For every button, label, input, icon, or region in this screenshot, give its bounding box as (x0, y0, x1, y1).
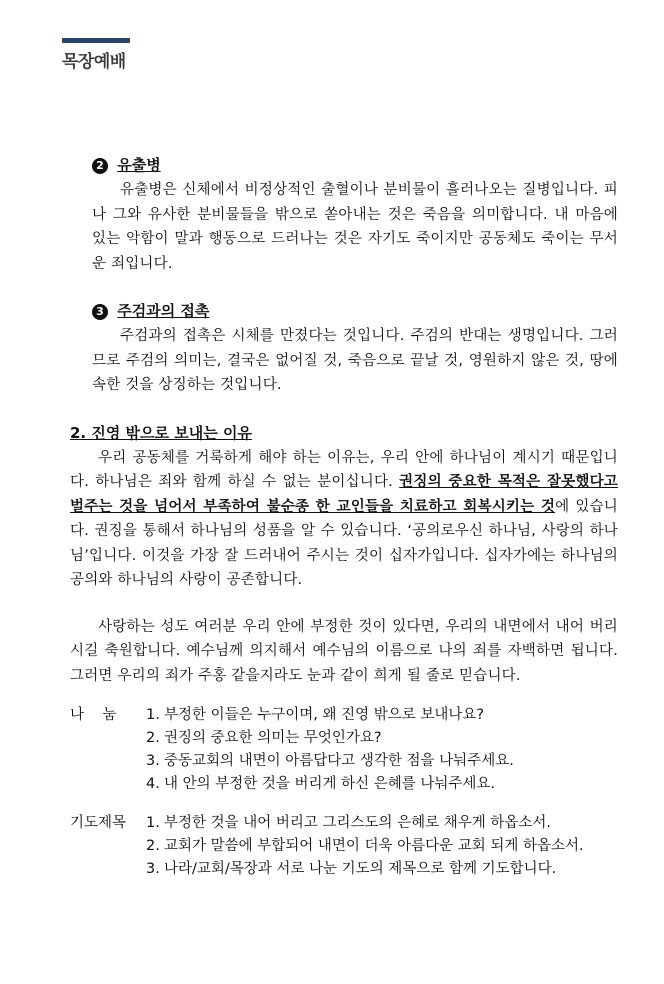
section-title-text: 주검과의 접촉 (117, 302, 210, 320)
share-list (146, 704, 514, 796)
list-item: 2. 권징의 중요한 의미는 무엇인가요? (146, 730, 382, 746)
header-accent-bar (62, 38, 130, 43)
page-header (62, 38, 130, 72)
section-title-discharge (92, 152, 618, 178)
list-item: 4. 내 안의 부정한 것을 버리게 하신 은혜를 나눠주세요. (146, 776, 496, 792)
number-badge: 2 (92, 158, 108, 174)
document-body (70, 152, 618, 881)
list-item: 3. 중동교회의 내면이 아름답다고 생각한 점을 나눠주세요. (146, 753, 514, 769)
main-paragraph-1-highlight: 권징의 중요한 목적은 잘못했다고 벌주는 것을 넘어서 부족하여 불순종 한 교인들을 치료하고 회복시키는 것 (70, 474, 618, 515)
header-title: 목장예배 (62, 52, 126, 72)
number-badge: 3 (92, 304, 108, 320)
list-item: 3. 나라/교회/목장과 서로 나눈 기도의 제목으로 함께 기도합니다. (146, 861, 557, 877)
list-item: 1. 부정한 것을 내어 버리고 그리스도의 은혜로 채우게 하옵소서. (146, 815, 552, 831)
list-item: 1. 부정한 이들은 누구이며, 왜 진영 밖으로 보내나요? (146, 707, 485, 723)
main-paragraph-1-a: 우리 공동체를 거룩하게 해야 하는 이유는, 우리 안에 하나님이 계시기 때문입니다. 하나님은 죄와 함께 하실 수 없는 분이십니다. (70, 449, 618, 490)
prayer-label: 기도제목 (70, 815, 127, 831)
section-paragraph-corpse-contact: 주검과의 접촉은 시체를 만졌다는 것입니다. 주검의 반대는 생명입니다. 그러므로 주검의 의미는, 결국은 없어질 것, 죽음으로 끝날 것, 영원하지 않은 것, 땅에 속한 것을 상징하는 것입니다. (92, 328, 618, 393)
main-paragraph-2: 사랑하는 성도 여러분 우리 안에 부정한 것이 있다면, 우리의 내면에서 내어 버리시길 축원합니다. 예수님께 의지해서 예수님의 이름으로 나의 죄를 자백하면 됩니다. 그러면 우리의 죄가 주홍 같을지라도 눈과 같이 희게 될 줄로 믿습니다. (70, 618, 618, 684)
main-heading: 2. 진영 밖으로 보내는 이유 (70, 423, 252, 442)
share-label: 나 눔 (70, 707, 117, 723)
main-paragraph-1 (70, 446, 618, 593)
section-title-corpse-contact (92, 298, 618, 324)
list-item: 2. 교회가 말씀에 부합되어 내면이 더욱 아름다운 교회 되게 하옵소서. (146, 838, 584, 854)
prayer-list (146, 812, 584, 881)
section-title-text: 유출병 (117, 156, 161, 174)
section-paragraph-discharge: 유출병은 신체에서 비정상적인 출혈이나 분비물이 흘러나오는 질병입니다. 피나 그와 유사한 분비물들을 밖으로 쏟아내는 것은 죽음을 의미합니다. 내 마음에 있는 악함이 말과 행동으로 드러나는 것은 자기도 죽이지만 공동체도 죽이는 무서운 죄입니다. (92, 182, 618, 272)
share-block (70, 704, 618, 796)
prayer-block (70, 812, 618, 881)
main-paragraph-1-c: 에 있습니다. 권징을 통해서 하나님의 성품을 알 수 있습니다. ‘공의로우신 하나님, 사랑의 하나님’입니다. 이것을 가장 잘 드러내어 주시는 것이 십자가입니다. 십자가에는 하나님의 공의와 하나님의 사랑이 공존합니다. (70, 498, 618, 588)
